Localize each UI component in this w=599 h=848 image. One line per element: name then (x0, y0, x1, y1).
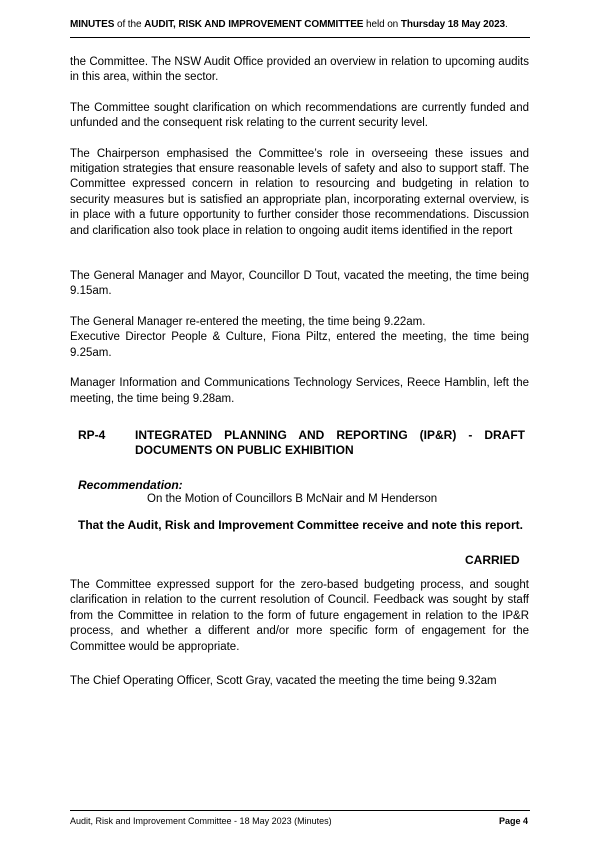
minutes-body (70, 55, 529, 407)
header-suffix: . (505, 19, 508, 30)
paragraph-recommendations-funding: The Committee sought clarification on which recommendations are currently funded and unfunded and the consequent risk relating to the current security level. (70, 101, 529, 130)
carried-status: CARRIED (465, 553, 520, 567)
item-number: RP-4 (78, 428, 106, 442)
paragraph-ict-manager: Manager Information and Communications Technology Services, Reece Hamblin, left the meeting, the time being 9.28am. (70, 377, 529, 405)
resolution-text: That the Audit, Risk and Improvement Committee receive and note this report. (78, 518, 523, 532)
header-prefix: MINUTES (70, 19, 115, 30)
paragraph-general-manager-reentered: The General Manager re-entered the meeting, the time being 9.22am. (70, 315, 426, 328)
paragraph-executive-director: Executive Director People & Culture, Fiona Piltz, entered the meeting, the time being 9.25am. (70, 331, 529, 359)
item-title: INTEGRATED PLANNING AND REPORTING (IP&R) - DRAFT DOCUMENTS ON PUBLIC EXHIBITION (135, 428, 525, 457)
discussion-body (70, 578, 529, 655)
recommendation-heading: Recommendation: (78, 478, 183, 492)
paragraph-coo-vacated: The Chief Operating Officer, Scott Gray, vacated the meeting the time being 9.32am (70, 675, 497, 687)
page-header (70, 19, 530, 30)
closing-body (70, 674, 529, 689)
paragraph-budgeting: The Committee expressed support for the zero-based budgeting process, and sought clarification in relation to the current resolution of Council. Feedback was sought by staff from the Committee in relation to the form of future engagement in relation to the IP&R process, and whether a different and/or more specific form of engagement for the Committee would be appropriate. (70, 579, 529, 653)
footer-divider (70, 810, 530, 811)
paragraph-audit-office: the Committee. The NSW Audit Office provided an overview in relation to upcoming audits in this area, within the sector. (70, 56, 529, 84)
header-mid2: held on (363, 19, 401, 30)
page-number: Page 4 (499, 816, 529, 826)
paragraph-chairperson: The Chairperson emphasised the Committee’s role in overseeing these issues and mitigation strategies that ensure reasonable levels of safety and also to support staff. The Committee expressed concern in relation to resourcing and budgeting in relation to security measures but is satisfied an appropriate plan, incorporating external overview, is in place with a future opportunity to further consider those recommendations. Discussion and clarification also took place in relation to ongoing audit items identified in the report (70, 147, 529, 237)
header-divider (70, 37, 530, 38)
header-mid1: of the (114, 19, 145, 30)
motion-text: On the Motion of Councillors B McNair and M Henderson (147, 493, 438, 505)
footer-title: Audit, Risk and Improvement Committee - 18 May 2023 (Minutes) (70, 816, 332, 826)
paragraph-general-manager-vacated: The General Manager and Mayor, Councillor D Tout, vacated the meeting, the time being 9.15am. (70, 270, 529, 298)
header-committee: AUDIT, RISK AND IMPROVEMENT COMMITTEE (144, 19, 364, 30)
header-date: Thursday 18 May 2023 (400, 19, 505, 30)
